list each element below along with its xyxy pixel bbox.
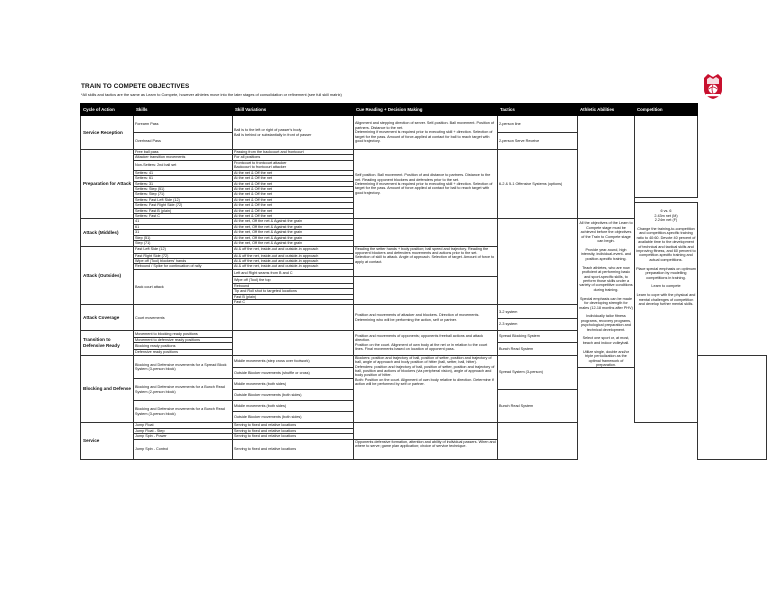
skill-cell: Jump Spin - Power [134,434,233,439]
cue-cell: Blockers: position and trajectory of ball, position of setter, position and trajectory of ball, angle of approach and body position of hitter (ball, setter, ball, hitter). Defenders: position and trajectory of ball, position of setter, position and trajectory of ball, position and actions of blockers (via peripheral vision), angle of approach and body position of hitter. Both: Position on the court. Alignment of own body relative to direction. Determine if action will be performed by self or partner. [354,355,498,423]
skill-cell: Blocking ready positions [134,343,233,350]
skill-cell: Court movements [134,305,233,331]
variation-cell: Passing from the backcourt and frontcourt [233,150,354,155]
skill-cell: Setters: Fast B (plain) [134,208,233,213]
cue-cell: Alignment and stepping direction of server. Self-position. Ball movement. Position of partners. Distance to the net. Determining if movement is required prior to executing skill + direction. Selection of target for the pass. Amount of force-applied at contact for ball to reach target with good trajectory. [354,116,498,150]
skill-cell: Step (51) [134,235,233,240]
variation-cell: At & off the net, inside-out and outside-in approach [233,253,354,258]
variation-cell: Fast B (plain) [233,294,354,299]
variation-cell: Middle movements (both sides) [233,401,354,412]
variation-cell: For all positions [233,155,354,160]
variation-cell: Ball is to the left or right of passer's body Ball is behind or substantially in front of passer [233,116,354,150]
page-note: *All skills and tactics are the same as Learn to Compete, however athletes move into the later stages of consolidation or refinement (see full skill matrix) [81,91,342,97]
variation-cell [233,305,354,331]
variation-cell: At & off the net, inside-out and outside-in approach [233,264,354,269]
page-title: TRAIN TO COMPETE OBJECTIVES [81,83,190,90]
variation-cell: Serving to fixed and relative locations [233,428,354,433]
col-header: Tactics [498,104,578,116]
skill-cell: Jump Spin - Control [134,439,233,459]
athletic-spacer [578,116,635,219]
skill-cell: Overhead Pass [134,133,233,150]
tactic-cell: 2-3 system [498,319,578,331]
cue-cell [354,276,498,305]
category-cell: Attack (Outsides) [81,246,134,305]
variation-cell: At the net & Off the net [233,203,354,208]
variation-cell: Wipe off (Tool) the top [233,276,354,283]
table-row [81,439,767,459]
variation-cell [233,331,354,356]
skill-cell: 41 [134,219,233,224]
skill-cell: Step (71) [134,241,233,246]
skill-cell: Blocking and Defensive movements for a Spread Block System (3-person block) [134,355,233,379]
variation-cell: At the net, Off the net & Against the grain [233,235,354,240]
skill-cell: Back court attack [134,269,233,305]
variation-cell: At & off the net, inside-out and outside-in approach [233,246,354,253]
variation-cell: Serving to fixed and relative locations [233,423,354,428]
variation-cell: At the net & Off the net [233,186,354,191]
variation-cell: At the net, Off the net & Against the grain [233,224,354,229]
tactic-cell: 2-person Serve Receive [498,133,578,150]
variation-cell: Left and Right seams from B and C [233,269,354,276]
objectives-table [80,103,767,460]
variation-cell: Serving to fixed and relative locations [233,439,354,459]
tactic-cell: Bunch Read System [498,390,578,423]
col-header: Athletic Abilities [578,104,635,116]
skill-cell: Setters: 61 [134,176,233,181]
skill-cell: Setters: Step (71) [134,192,233,197]
skill-cell: Fast Left Side (12) [134,246,233,253]
skill-cell: Jump Float [134,423,233,428]
skill-cell: Forearm Pass [134,116,233,133]
skill-cell: Blocking and Defensive movements for a Bunch Read System (2-person block) [134,379,233,401]
skill-cell: Movement to blocking ready positions [134,331,233,338]
category-cell: Preparation for Attack [81,150,134,219]
col-header: Competition [635,104,698,116]
variation-cell: At the net & Off the net [233,208,354,213]
tactic-cell: 3-2 system [498,305,578,319]
tactic-cell [498,219,578,305]
category-cell: Attack (Middles) [81,219,134,246]
category-cell: Transition to Defensive Ready [81,331,134,356]
variation-cell: At the net & Off the net [233,192,354,197]
category-cell: Service [81,423,134,459]
variation-line: Frontcourt to frontcourt attacker [234,160,287,165]
skill-cell: Free ball pass [134,150,233,155]
variation-cell: Tip and Roll shot to targeted locations [233,289,354,294]
category-cell: Service Reception [81,116,134,150]
variation-cell: Outside Blocker movements (shuffle or cross) [233,368,354,379]
tactic-cell: 6-2 & 5-1 Offensive Systems (options) [498,150,578,219]
skill-cell: Movement to defensive ready positions [134,337,233,342]
variation-cell: Rebound [233,283,354,288]
cue-cell: Position and movements of opponents; opponents freeball actions and attack direction. Position on the court. Alignment of own body at the net or in relation to the court lines. Final movements based on location of opponent pass. [354,331,498,356]
col-header: Cue Reading + Decision Making [354,104,498,116]
variation-cell: Outside Blocker movements (both sides) [233,412,354,423]
skill-cell: 31 [134,230,233,235]
skill-cell: Jump Float - Step [134,428,233,433]
variation-cell: At the net & Off the net [233,170,354,175]
tactic-cell: 2-person line [498,116,578,133]
cue-cell: Opponents defensive formation, attention and ability of individual passers. When and where to serve; game plan application; choice of service technique. [354,439,498,459]
variation-cell: At the net, Off the net & Against the grain [233,230,354,235]
skill-cell: Attacker transition movements [134,155,233,160]
skill-cell: Blocking and Defensive movements for a Bunch Read System (3-person block) [134,401,233,423]
athletic-spacer [698,355,767,459]
variation-cell: Middle movements (both sides) [233,379,354,390]
tactic-cell: Spread System (3-person) [498,355,578,390]
col-header: Cycle of Action [81,104,134,116]
tactic-cell: Bunch Read System [498,343,578,355]
skill-cell: Setters: 31 [134,181,233,186]
competition-cell: 6 vs. 6 2.43m net (M) 2.24m net (F) Change the training-to-competition and competition-specific training ratio to 40:60. Devote 40 percent of available time to the development of technical and tactical skills and improving fitness, and 60 percent to competition-specific training and actual competitions. Place special emphasis on optimum preparation by modelling competitions in training. Learn to compete Learn to cope with the physical and mental challenges of competition and develop further mental skills. [635,203,698,423]
variation-cell: At the net & Off the net [233,197,354,202]
skill-cell: Setters: Step (51) [134,186,233,191]
tactic-cell [498,423,578,459]
skill-cell: Setters: 41 [134,170,233,175]
skill-cell: Fast Right Side (72) [134,253,233,258]
skill-cell: Setters: Fast C [134,214,233,219]
variation-line: Backcourt to frontcourt attacker [234,165,287,170]
skill-cell: Setters: Fast Right Side (72) [134,203,233,208]
skill-cell: Wipe off (Tool) blockers' hands [134,258,233,263]
variation-cell: At the net, Off the net & Against the grain [233,241,354,246]
header-row [81,104,767,116]
skill-cell: Setters: Fast Left Side (12) [134,197,233,202]
skill-cell: Defensive ready positions [134,350,233,355]
variation-cell: Outside Blocker movements (both sides) [233,390,354,401]
category-cell: Blocking and Defense [81,355,134,423]
tactic-cell: Spread Blocking System [498,331,578,343]
skill-cell: Non-Setters: 2nd ball set [134,160,233,170]
variation-cell: Serving to fixed and relative locations [233,434,354,439]
athletic-cell: All the objectives of the Learn to Compete stage must be achieved before the objectives of the Train to Compete stage can begin. Provide year-round, high intensity, individual-event- and position-specific training. Teach athletes, who are now proficient at performing basic and sport-specific skills, to perform those skills under a variety of competitive conditions during training. Special emphasis can be made for developing strength for males (12-18 months after PHV) Individually tailor fitness programs, recovery programs, psychological preparation and technical development. Select one sport or, at most, beach and indoor volleyball. Utilize single, double and/or triple periodization as the optimal framework of preparation. [578,219,635,368]
variation-cell: At the net & Off the net [233,214,354,219]
variation-cell [233,160,354,170]
variation-cell: At the net & Off the net [233,176,354,181]
cue-cell: Position and movements of attacker and blockers. Direction of movements. Determining who will be performing the action, self or partner. [354,305,498,331]
variation-cell: Fast C [233,300,354,305]
variation-cell: At the net & Off the net [233,181,354,186]
skill-cell: 61 [134,224,233,229]
category-cell: Attack Coverage [81,305,134,331]
cue-cell: Self position. Ball movement. Position of and distance to partners. Distance to the net. Reading opponent blockers and defenders prior to the set. Determining if movement is required prior to executing skill + direction. Selection of target for the pass. Amount of force applied at contact for ball to reach target with good trajectory. [354,150,498,219]
cue-cell: Reading the setter hands + body position; ball speed and trajectory. Reading the opponent blockers and defenders movements and actions prior to the set. Selection of skill to attack. Angle of approach. Selection of target. Amount of force to apply at contact. [354,246,498,276]
table-row [81,116,767,133]
variation-cell: At & off the net, inside-out and outside-in approach [233,258,354,263]
col-header: Skills [134,104,233,116]
col-header: Skill Variations [233,104,354,116]
variation-cell: Middle movements (step cross over footwork) [233,355,354,368]
cue-cell [354,219,498,246]
competition-spacer [635,116,698,198]
cue-cell [354,423,498,439]
volleyball-logo [700,72,726,100]
skill-cell: Rebound / Spike for continuation of rally [134,264,233,269]
variation-cell: At the net, Off the net & Against the grain [233,219,354,224]
